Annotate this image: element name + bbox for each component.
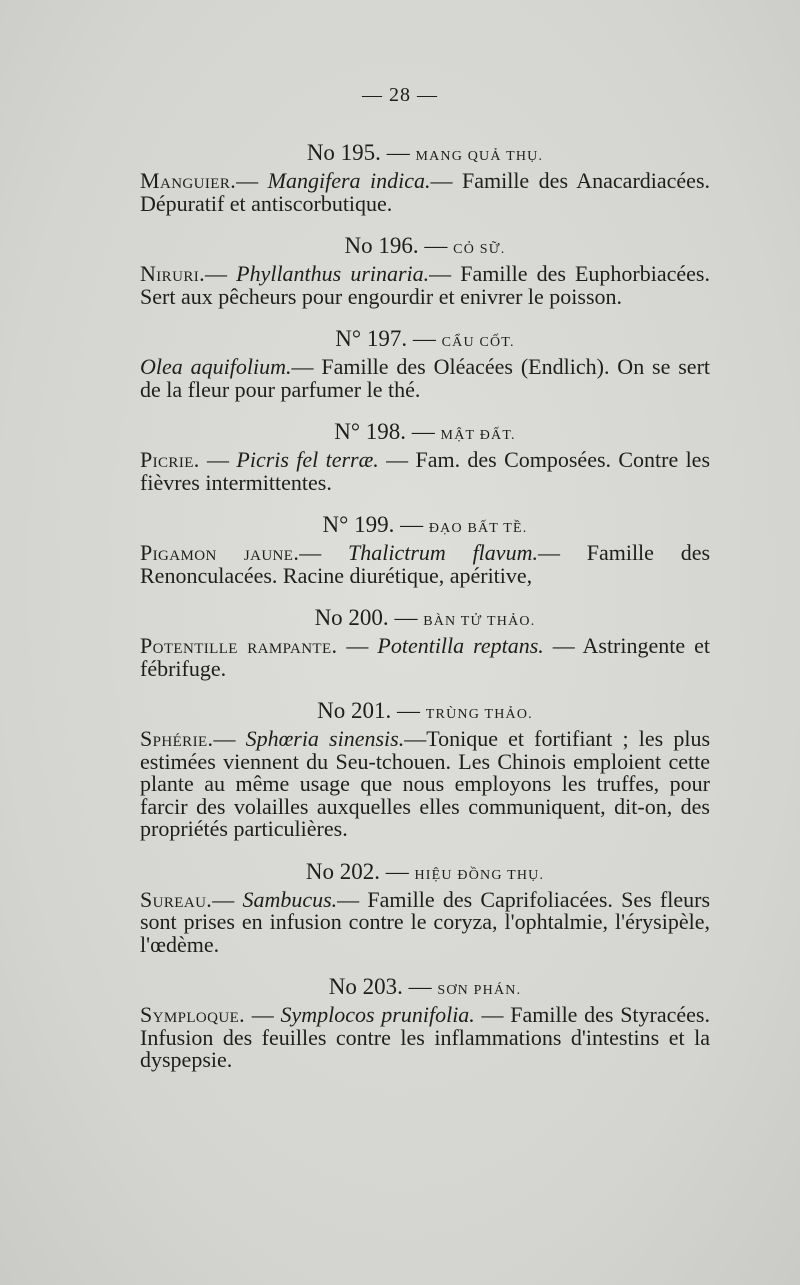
entry-198 (140, 415, 710, 494)
entry-number: No 195. (306, 140, 381, 165)
heading-dash: — (385, 858, 409, 884)
vietnamese-name: MẬT ĐẤT. (440, 428, 516, 443)
separator: — (404, 726, 427, 751)
separator: — (291, 354, 322, 379)
heading-dash: — (397, 698, 421, 723)
description: Famille des Oléacées (Endlich). On se sert de la fleur pour parfumer le thé. (140, 354, 711, 402)
entry-heading (140, 322, 710, 356)
entry-number: No 203. (328, 974, 403, 999)
entry-body (140, 356, 710, 401)
entry-203 (140, 970, 710, 1072)
separator: — (212, 886, 243, 912)
entries-list (140, 136, 710, 1086)
separator: — (299, 540, 349, 565)
heading-dash: — (412, 326, 436, 351)
entry-199 (140, 508, 710, 587)
separator: — (378, 447, 416, 472)
entry-number: N° 199. (322, 512, 395, 537)
separator: — (429, 261, 461, 286)
common-name: Sureau. (140, 886, 213, 912)
separator: — (337, 633, 378, 658)
vietnamese-name: HIỆU ĐỒNG THỤ. (414, 867, 545, 883)
heading-dash: — (394, 605, 418, 630)
entry-body (140, 263, 710, 308)
entry-heading (140, 508, 710, 542)
separator: — (245, 1002, 281, 1027)
separator: — (430, 168, 462, 193)
entry-195 (140, 136, 710, 215)
heading-dash: — (386, 140, 410, 165)
description: Tonique et fortifiant ; les plus estimées viennent du Seu-tchouen. Les Chinois emploient cette plante au même usage que nous employons les truffes, pour farcir des volailles auxquelles elles communiquent, dit-on, des propriétés particulières. (140, 726, 711, 841)
entry-heading (140, 136, 710, 170)
entry-heading (140, 415, 710, 449)
common-name: Niruri. (140, 261, 206, 286)
common-name: Sphérie. (140, 726, 214, 751)
common-name: Picrie. (140, 447, 200, 472)
description: Famille des Euphorbiacées. Sert aux pêcheurs pour engourdir et enivrer le poisson. (140, 261, 710, 309)
entry-heading (140, 229, 710, 263)
entry-number: No 202. (305, 858, 380, 884)
entry-heading (140, 970, 710, 1004)
separator: — (543, 633, 583, 658)
entry-heading (140, 694, 710, 728)
entry-body (140, 1004, 710, 1072)
vietnamese-name: TRÙNG THẢO. (425, 707, 533, 722)
latin-name: Thalictrum flavum. (348, 540, 538, 565)
vietnamese-name: CỎ SỮ. (453, 242, 506, 257)
page-number: — 28 — (362, 84, 438, 106)
entry-number: N° 198. (334, 419, 407, 444)
separator: — (236, 168, 268, 193)
vietnamese-name: CẨU CỐT. (441, 335, 515, 350)
description: Fam. des Composées. Contre les fièvres intermittentes. (140, 447, 711, 495)
vietnamese-name: SƠN PHÁN. (437, 983, 522, 998)
description: Famille des Renonculacées. Racine diurétique, apéritive, (140, 540, 711, 588)
separator: — (205, 261, 237, 286)
heading-dash: — (408, 974, 432, 999)
common-name: Potentille rampante. (140, 633, 338, 658)
latin-name: Symplocos prunifolia. (280, 1002, 475, 1027)
heading-dash: — (424, 233, 448, 258)
latin-name: Picris fel terræ. (236, 447, 379, 472)
description: Astringente et fébrifuge. (140, 633, 710, 681)
separator: — (199, 447, 237, 472)
entry-heading (140, 601, 710, 635)
entry-number: No 196. (344, 233, 419, 258)
entry-body (140, 728, 710, 841)
vietnamese-name: MANG QUẢ THỤ. (415, 149, 544, 164)
entry-number: No 200. (314, 605, 389, 630)
vietnamese-name: ĐẠO BẤT TỀ. (428, 521, 528, 536)
latin-name: Potentilla reptans. (377, 633, 544, 658)
separator: — (213, 726, 246, 751)
latin-name: Sambucus. (242, 886, 338, 912)
common-name: Manguier. (140, 168, 237, 193)
separator: — (337, 886, 368, 912)
entry-number: No 201. (317, 698, 392, 723)
entry-body (140, 449, 710, 494)
entry-heading (140, 855, 710, 889)
entry-body (140, 542, 710, 587)
common-name: Symploque. (140, 1002, 246, 1027)
entry-body (140, 635, 710, 680)
vietnamese-name: BÀN TỬ THẢO. (423, 614, 536, 629)
entry-body (140, 886, 711, 957)
entry-202 (140, 855, 710, 957)
entry-number: N° 197. (335, 326, 408, 351)
entry-201 (140, 694, 710, 841)
entry-200 (140, 601, 710, 680)
entry-body (140, 170, 710, 215)
latin-name: Mangifera indica. (267, 168, 431, 193)
latin-name: Sphœria sinensis. (245, 726, 405, 751)
heading-dash: — (400, 512, 424, 537)
description: Famille des Anacardiacées. Dépuratif et antiscorbutique. (140, 168, 711, 216)
latin-name: Phyllanthus urinaria. (236, 261, 430, 286)
heading-dash: — (411, 419, 435, 444)
entry-196 (140, 229, 710, 308)
common-name: Pigamon jaune. (140, 540, 300, 565)
description: Famille des Caprifoliacées. Ses fleurs sont prises en infusion contre le coryza, l'ophtalmie, l'érysipèle, l'œdème. (140, 886, 711, 957)
description: Famille des Styracées. Infusion des feuilles contre les inflammations d'intestins et la dyspepsie. (140, 1002, 710, 1072)
entry-197 (140, 322, 710, 401)
separator: — (537, 540, 587, 565)
latin-name: Olea aquifolium. (140, 354, 292, 379)
separator: — (474, 1002, 511, 1027)
